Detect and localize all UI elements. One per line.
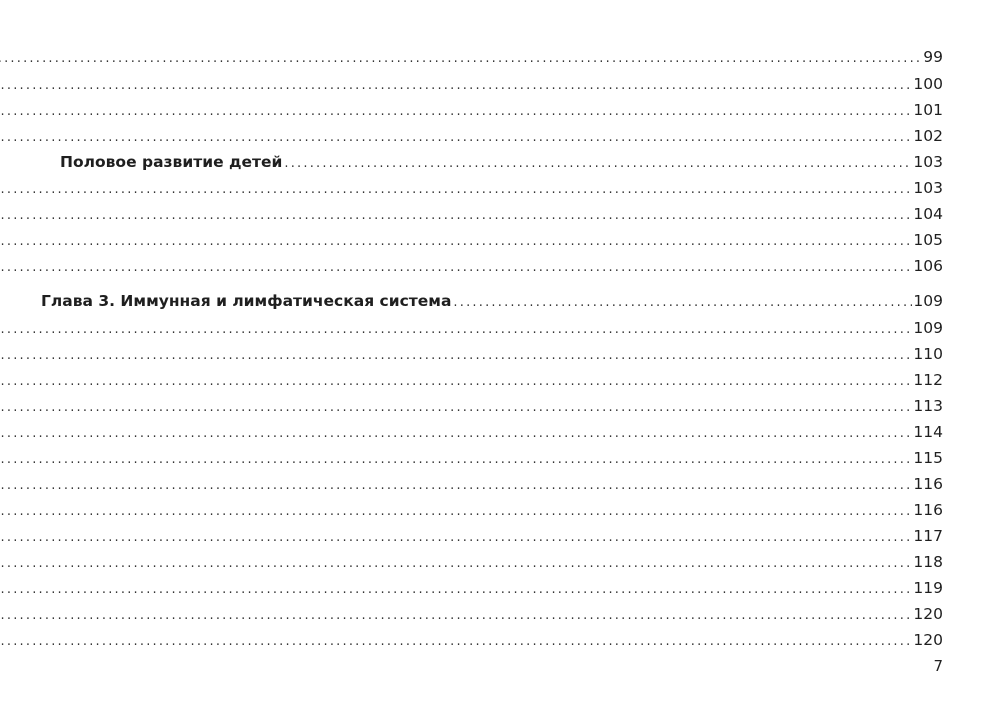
dot-leader <box>0 99 912 123</box>
toc-chapter-heading[interactable] <box>41 288 943 314</box>
toc-entry[interactable] <box>0 393 943 419</box>
toc-entry-page: 102 <box>913 127 943 145</box>
toc-section-heading[interactable] <box>60 149 943 175</box>
dot-leader <box>0 255 912 279</box>
toc-entry[interactable] <box>0 97 943 123</box>
toc-entry[interactable] <box>0 601 943 627</box>
toc-entry-page: 116 <box>913 501 943 519</box>
toc-entry[interactable] <box>0 175 943 201</box>
dot-leader <box>0 629 912 653</box>
toc-entry-page: 103 <box>913 179 943 197</box>
dot-leader <box>0 577 912 601</box>
toc-entry-page: 105 <box>913 231 943 249</box>
toc-entry-page: 109 <box>913 292 943 310</box>
dot-leader <box>0 447 912 471</box>
toc-entry[interactable] <box>0 419 943 445</box>
page-number: 7 <box>933 657 943 675</box>
toc-entry-page: 110 <box>913 345 943 363</box>
toc-entry[interactable] <box>0 227 943 253</box>
toc-entry-page: 117 <box>913 527 943 545</box>
toc-entry[interactable] <box>0 201 943 227</box>
toc-entry-page: 106 <box>913 257 943 275</box>
toc-entry[interactable] <box>0 341 943 367</box>
dot-leader <box>0 125 912 149</box>
toc-entry-page: 104 <box>913 205 943 223</box>
toc-entry-page: 100 <box>913 75 943 93</box>
toc-entry[interactable] <box>0 253 943 279</box>
dot-leader <box>0 229 912 253</box>
dot-leader <box>0 525 912 549</box>
toc-entry-page: 119 <box>913 579 943 597</box>
dot-leader <box>0 603 912 627</box>
dot-leader <box>284 151 912 175</box>
toc-entry[interactable] <box>0 71 943 97</box>
toc-entry[interactable] <box>0 523 943 549</box>
dot-leader <box>0 499 912 523</box>
toc-entry[interactable] <box>0 575 943 601</box>
dot-leader <box>0 203 912 227</box>
toc-entry[interactable] <box>0 445 943 471</box>
toc-entry-page: 109 <box>913 319 943 337</box>
toc-entry[interactable] <box>0 367 943 393</box>
toc-entry[interactable] <box>0 497 943 523</box>
toc-entry-page: 120 <box>913 631 943 649</box>
toc-entry-page: 103 <box>913 153 943 171</box>
toc-entry-page: 101 <box>913 101 943 119</box>
toc-entry[interactable] <box>0 123 943 149</box>
toc-entry-page: 113 <box>913 397 943 415</box>
toc-entry-page: 118 <box>913 553 943 571</box>
dot-leader <box>0 551 912 575</box>
dot-leader <box>0 473 912 497</box>
toc-entry[interactable] <box>0 549 943 575</box>
dot-leader <box>0 177 912 201</box>
toc-entry-page: 112 <box>913 371 943 389</box>
toc-entry[interactable] <box>0 471 943 497</box>
toc-entry-page: 99 <box>923 48 943 66</box>
toc-entry[interactable] <box>0 627 943 653</box>
toc-entry[interactable] <box>0 315 943 341</box>
dot-leader <box>0 317 912 341</box>
dot-leader <box>0 395 912 419</box>
dot-leader <box>0 369 912 393</box>
toc-entry-title: Глава 3. Иммунная и лимфатическая система <box>41 292 452 310</box>
dot-leader <box>0 73 912 97</box>
dot-leader <box>0 421 912 445</box>
dot-leader <box>0 46 922 70</box>
toc-entry[interactable] <box>0 44 943 70</box>
toc-entry-page: 115 <box>913 449 943 467</box>
dot-leader <box>0 343 912 367</box>
toc-entry-page: 120 <box>913 605 943 623</box>
toc-entry-title: Половое развитие детей <box>60 153 283 171</box>
toc-entry-page: 116 <box>913 475 943 493</box>
toc-entry-page: 114 <box>913 423 943 441</box>
dot-leader <box>453 290 912 314</box>
